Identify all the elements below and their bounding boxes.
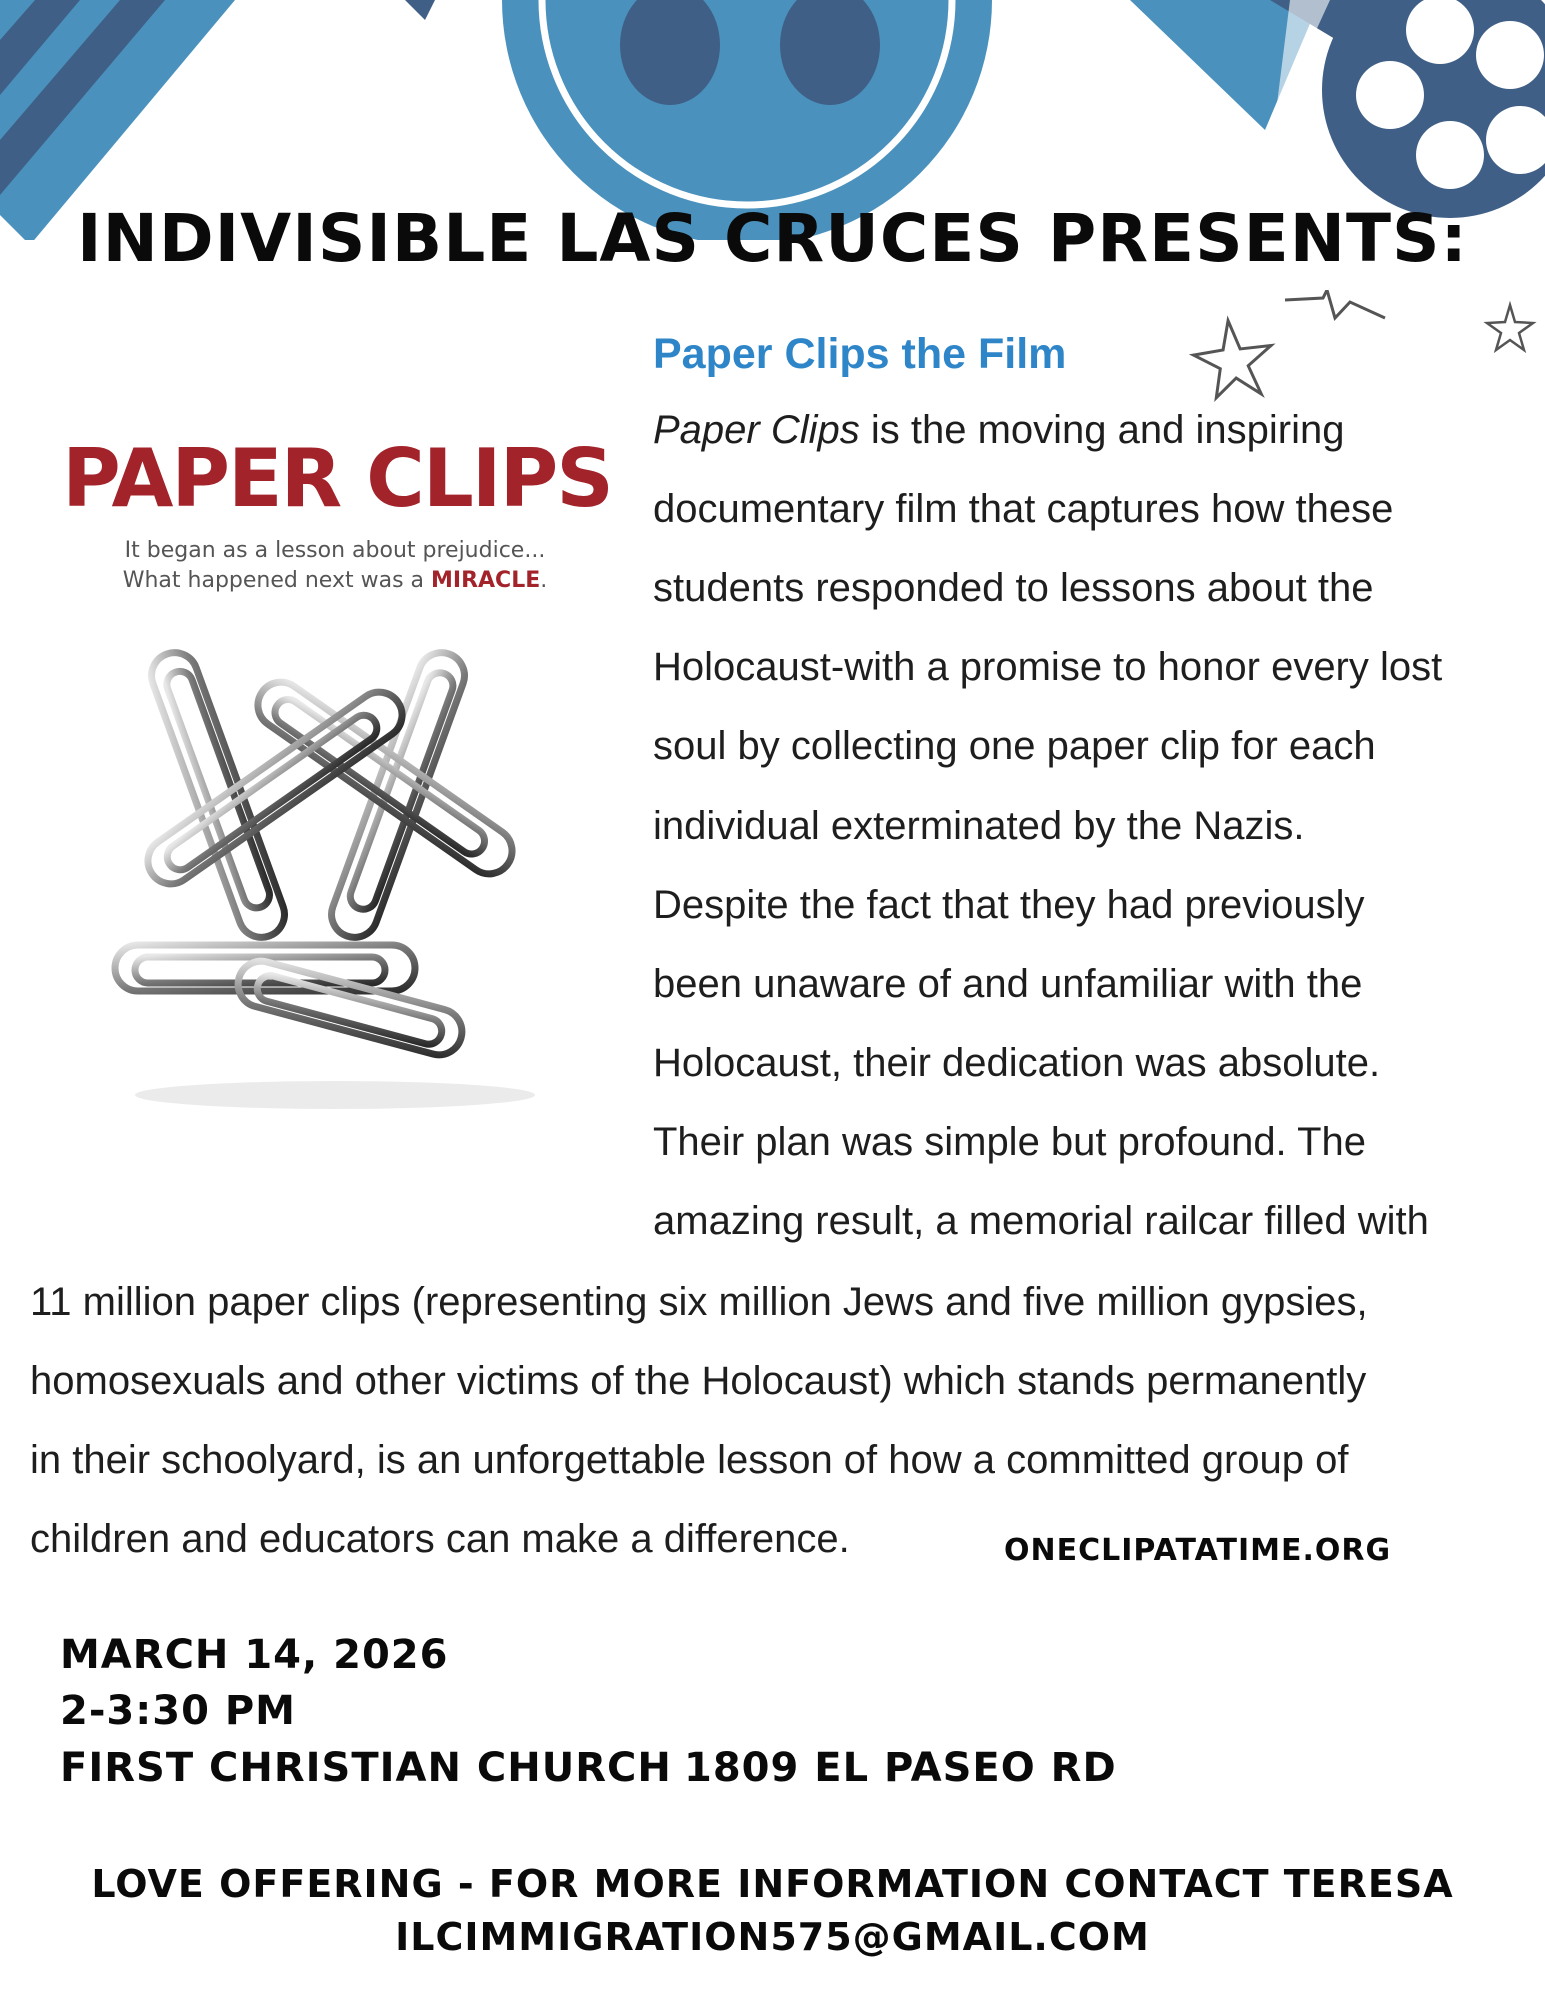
film-description-line: homosexuals and other victims of the Holocaust) which stands permanently xyxy=(30,1359,1367,1403)
website-link[interactable]: ONECLIPATATIME.ORG xyxy=(1004,1533,1392,1568)
film-description-line: children and educators can make a difference. xyxy=(30,1517,850,1561)
event-time: 2-3:30 PM xyxy=(60,1688,296,1734)
tagline-text: What happened next was a xyxy=(122,568,431,593)
film-description-line: in their schoolyard, is an unforgettable lesson of how a committed group of xyxy=(30,1438,1349,1482)
paper-clip-star-image xyxy=(85,625,585,1125)
film-description-line: Holocaust-with a promise to honor every lost xyxy=(653,645,1443,689)
event-address: 1809 EL PASEO RD xyxy=(684,1745,1117,1791)
film-description-text: is the moving and inspiring xyxy=(859,408,1345,452)
film-description-line xyxy=(653,408,1344,453)
contact-email[interactable]: ILCIMMIGRATION575@GMAIL.COM xyxy=(395,1915,1150,1959)
film-description-line: Holocaust, their dedication was absolute. xyxy=(653,1041,1381,1085)
event-venue: FIRST CHRISTIAN CHURCH xyxy=(60,1745,672,1791)
film-reel-icon xyxy=(1322,0,1545,218)
film-description-line: 11 million paper clips (representing six million Jews and five million gypsies, xyxy=(30,1280,1368,1324)
film-description-line: Their plan was simple but profound. The xyxy=(653,1120,1366,1164)
stars-decoration xyxy=(1175,290,1545,410)
triangle-decor xyxy=(405,0,435,20)
film-description-line: amazing result, a memorial railcar filled with xyxy=(653,1199,1429,1243)
contact-line: LOVE OFFERING - FOR MORE INFORMATION CONTACT TERESA xyxy=(91,1862,1454,1906)
tagline-emphasis: MIRACLE xyxy=(431,568,541,593)
presents-heading: INDIVISIBLE LAS CRUCES PRESENTS: xyxy=(77,200,1468,277)
film-heading: Paper Clips the Film xyxy=(653,330,1067,378)
film-description-line: soul by collecting one paper clip for each xyxy=(653,724,1376,768)
film-description-line: documentary film that captures how these xyxy=(653,487,1394,531)
film-description-line: Despite the fact that they had previously xyxy=(653,883,1365,927)
star-icon xyxy=(1189,314,1279,404)
poster-title: PAPER CLIPS xyxy=(62,432,612,525)
poster-tagline: It began as a lesson about prejudice... xyxy=(124,538,546,563)
film-title-italic: Paper Clips xyxy=(653,408,860,452)
poster-tagline xyxy=(45,568,625,593)
film-description-line: been unaware of and unfamiliar with the xyxy=(653,962,1363,1006)
film-description-line: students responded to lessons about the xyxy=(653,566,1374,610)
film-description-line: individual exterminated by the Nazis. xyxy=(653,804,1305,848)
event-date: MARCH 14, 2026 xyxy=(60,1632,449,1678)
star-icon xyxy=(1285,290,1385,318)
star-icon xyxy=(1487,305,1533,350)
film-poster xyxy=(35,400,615,1140)
tagline-suffix: . xyxy=(540,568,548,593)
